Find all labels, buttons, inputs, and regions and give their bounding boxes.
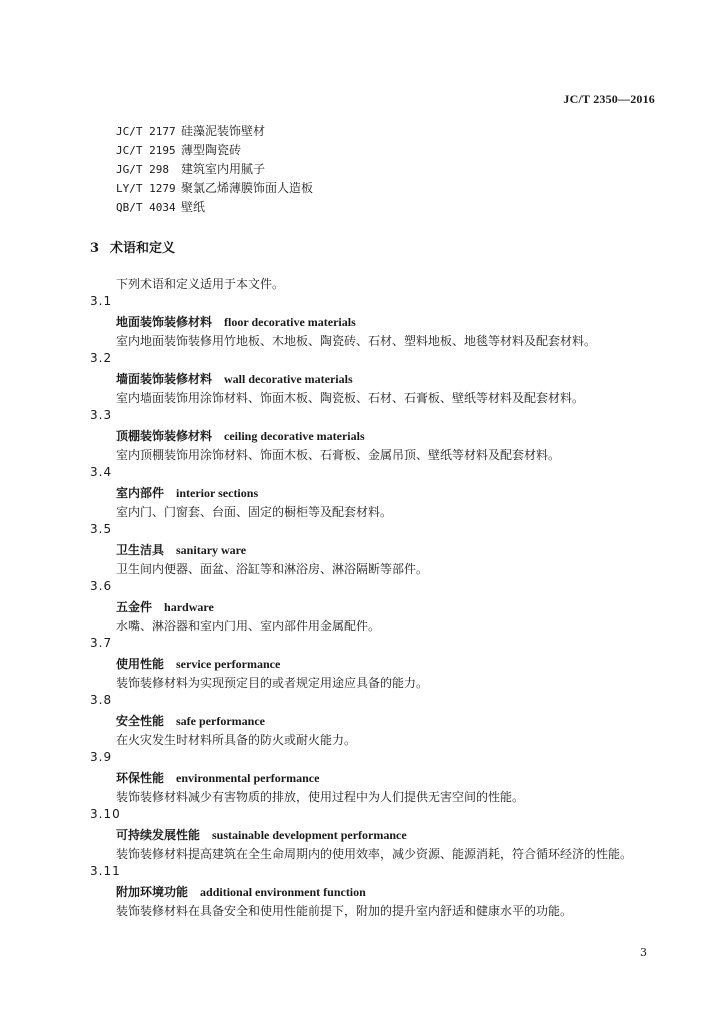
term-en: hardware	[164, 600, 214, 614]
term-title	[116, 370, 353, 387]
term-number: 3.8	[90, 693, 113, 707]
term-number: 3.9	[90, 750, 113, 764]
term-zh: 墙面装饰装修材料	[116, 372, 213, 386]
reference-item	[116, 198, 313, 217]
section-number: 3	[90, 241, 100, 256]
term-number: 3.10	[90, 807, 121, 821]
reference-code: LY/T 1279	[116, 182, 176, 195]
reference-code: JG/T 298	[116, 163, 169, 176]
term-zh: 顶棚装饰装修材料	[116, 429, 213, 443]
reference-title: 硅藻泥装饰壁材	[181, 124, 266, 138]
term-en: sanitary ware	[176, 543, 247, 557]
reference-item	[116, 141, 313, 160]
term-definition: 水嘴、淋浴器和室内门用、室内部件用金属配件。	[116, 619, 381, 633]
term-en: safe performance	[176, 714, 265, 728]
term-en: service performance	[176, 657, 281, 671]
reference-code: JC/T 2195	[116, 144, 176, 157]
term-en: additional environment function	[200, 885, 366, 899]
term-title	[116, 712, 265, 729]
term-number: 3.7	[90, 636, 113, 650]
term-entry	[90, 408, 670, 465]
term-zh: 地面装饰装修材料	[116, 315, 213, 329]
term-title	[116, 598, 214, 615]
term-number: 3.3	[90, 408, 113, 422]
term-title	[116, 769, 319, 786]
term-title	[116, 826, 407, 843]
term-number: 3.5	[90, 522, 113, 536]
term-entry	[90, 693, 670, 750]
reference-code: QB/T 4034	[116, 201, 176, 214]
term-definition: 室内地面装饰装修用竹地板、木地板、陶瓷砖、石材、塑料地板、地毯等材料及配套材料。	[116, 334, 597, 348]
term-zh: 五金件	[116, 600, 153, 614]
term-number: 3.4	[90, 465, 113, 479]
reference-title: 薄型陶瓷砖	[181, 143, 242, 157]
term-entry	[90, 294, 670, 351]
term-en: sustainable development performance	[212, 828, 407, 842]
reference-item	[116, 122, 313, 141]
reference-title: 建筑室内用腻子	[181, 162, 266, 176]
term-definition: 卫生间内便器、面盆、浴缸等和淋浴房、淋浴隔断等部件。	[116, 562, 429, 576]
term-en: floor decorative materials	[224, 315, 356, 329]
term-entry	[90, 522, 670, 579]
term-title	[116, 427, 365, 444]
reference-title: 聚氯乙烯薄膜饰面人造板	[181, 181, 314, 195]
term-list	[90, 294, 670, 921]
page-number: 3	[640, 946, 647, 959]
term-title	[116, 541, 246, 558]
term-zh: 使用性能	[116, 657, 165, 671]
reference-list	[116, 122, 313, 217]
term-number: 3.11	[90, 864, 121, 878]
reference-item	[116, 179, 313, 198]
document-id-header: JC/T 2350—2016	[563, 92, 655, 106]
term-definition: 在火灾发生时材料所具备的防火或耐火能力。	[116, 733, 357, 747]
term-definition: 装饰装修材料为实现预定目的或者规定用途应具备的能力。	[116, 676, 429, 690]
term-number: 3.2	[90, 351, 113, 365]
term-title	[116, 484, 258, 501]
section-title: 术语和定义	[110, 241, 176, 256]
term-zh: 安全性能	[116, 714, 165, 728]
reference-code: JC/T 2177	[116, 125, 176, 138]
term-title	[116, 883, 366, 900]
reference-item	[116, 160, 313, 179]
reference-title: 壁纸	[181, 200, 206, 214]
term-entry	[90, 579, 670, 636]
term-zh: 室内部件	[116, 486, 165, 500]
term-number: 3.6	[90, 579, 113, 593]
term-number: 3.1	[90, 294, 113, 308]
term-en: ceiling decorative materials	[224, 429, 365, 443]
term-definition: 装饰装修材料在具备安全和使用性能前提下，附加的提升室内舒适和健康水平的功能。	[116, 904, 573, 918]
term-entry	[90, 807, 670, 864]
term-definition: 室内墙面装饰用涂饰材料、饰面木板、陶瓷板、石材、石膏板、壁纸等材料及配套材料。	[116, 391, 585, 405]
term-title	[116, 655, 280, 672]
term-definition: 室内门、门窗套、台面、固定的橱柜等及配套材料。	[116, 505, 393, 519]
section-heading	[90, 237, 175, 256]
term-entry	[90, 351, 670, 408]
term-zh: 可持续发展性能	[116, 828, 201, 842]
term-zh: 附加环境功能	[116, 885, 189, 899]
term-zh: 卫生洁具	[116, 543, 165, 557]
term-en: wall decorative materials	[224, 372, 353, 386]
term-entry	[90, 465, 670, 522]
term-zh: 环保性能	[116, 771, 165, 785]
term-entry	[90, 864, 670, 921]
term-entry	[90, 636, 670, 693]
section-intro: 下列术语和定义适用于本文件。	[116, 277, 285, 291]
term-definition: 装饰装修材料减少有害物质的排放，使用过程中为人们提供无害空间的性能。	[116, 790, 525, 804]
term-definition: 室内顶棚装饰用涂饰材料、饰面木板、石膏板、金属吊顶、壁纸等材料及配套材料。	[116, 448, 561, 462]
term-en: environmental performance	[176, 771, 320, 785]
term-definition: 装饰装修材料提高建筑在全生命周期内的使用效率，减少资源、能源消耗，符合循环经济的性能。	[116, 847, 633, 861]
term-entry	[90, 750, 670, 807]
term-en: interior sections	[176, 486, 259, 500]
term-title	[116, 313, 356, 330]
